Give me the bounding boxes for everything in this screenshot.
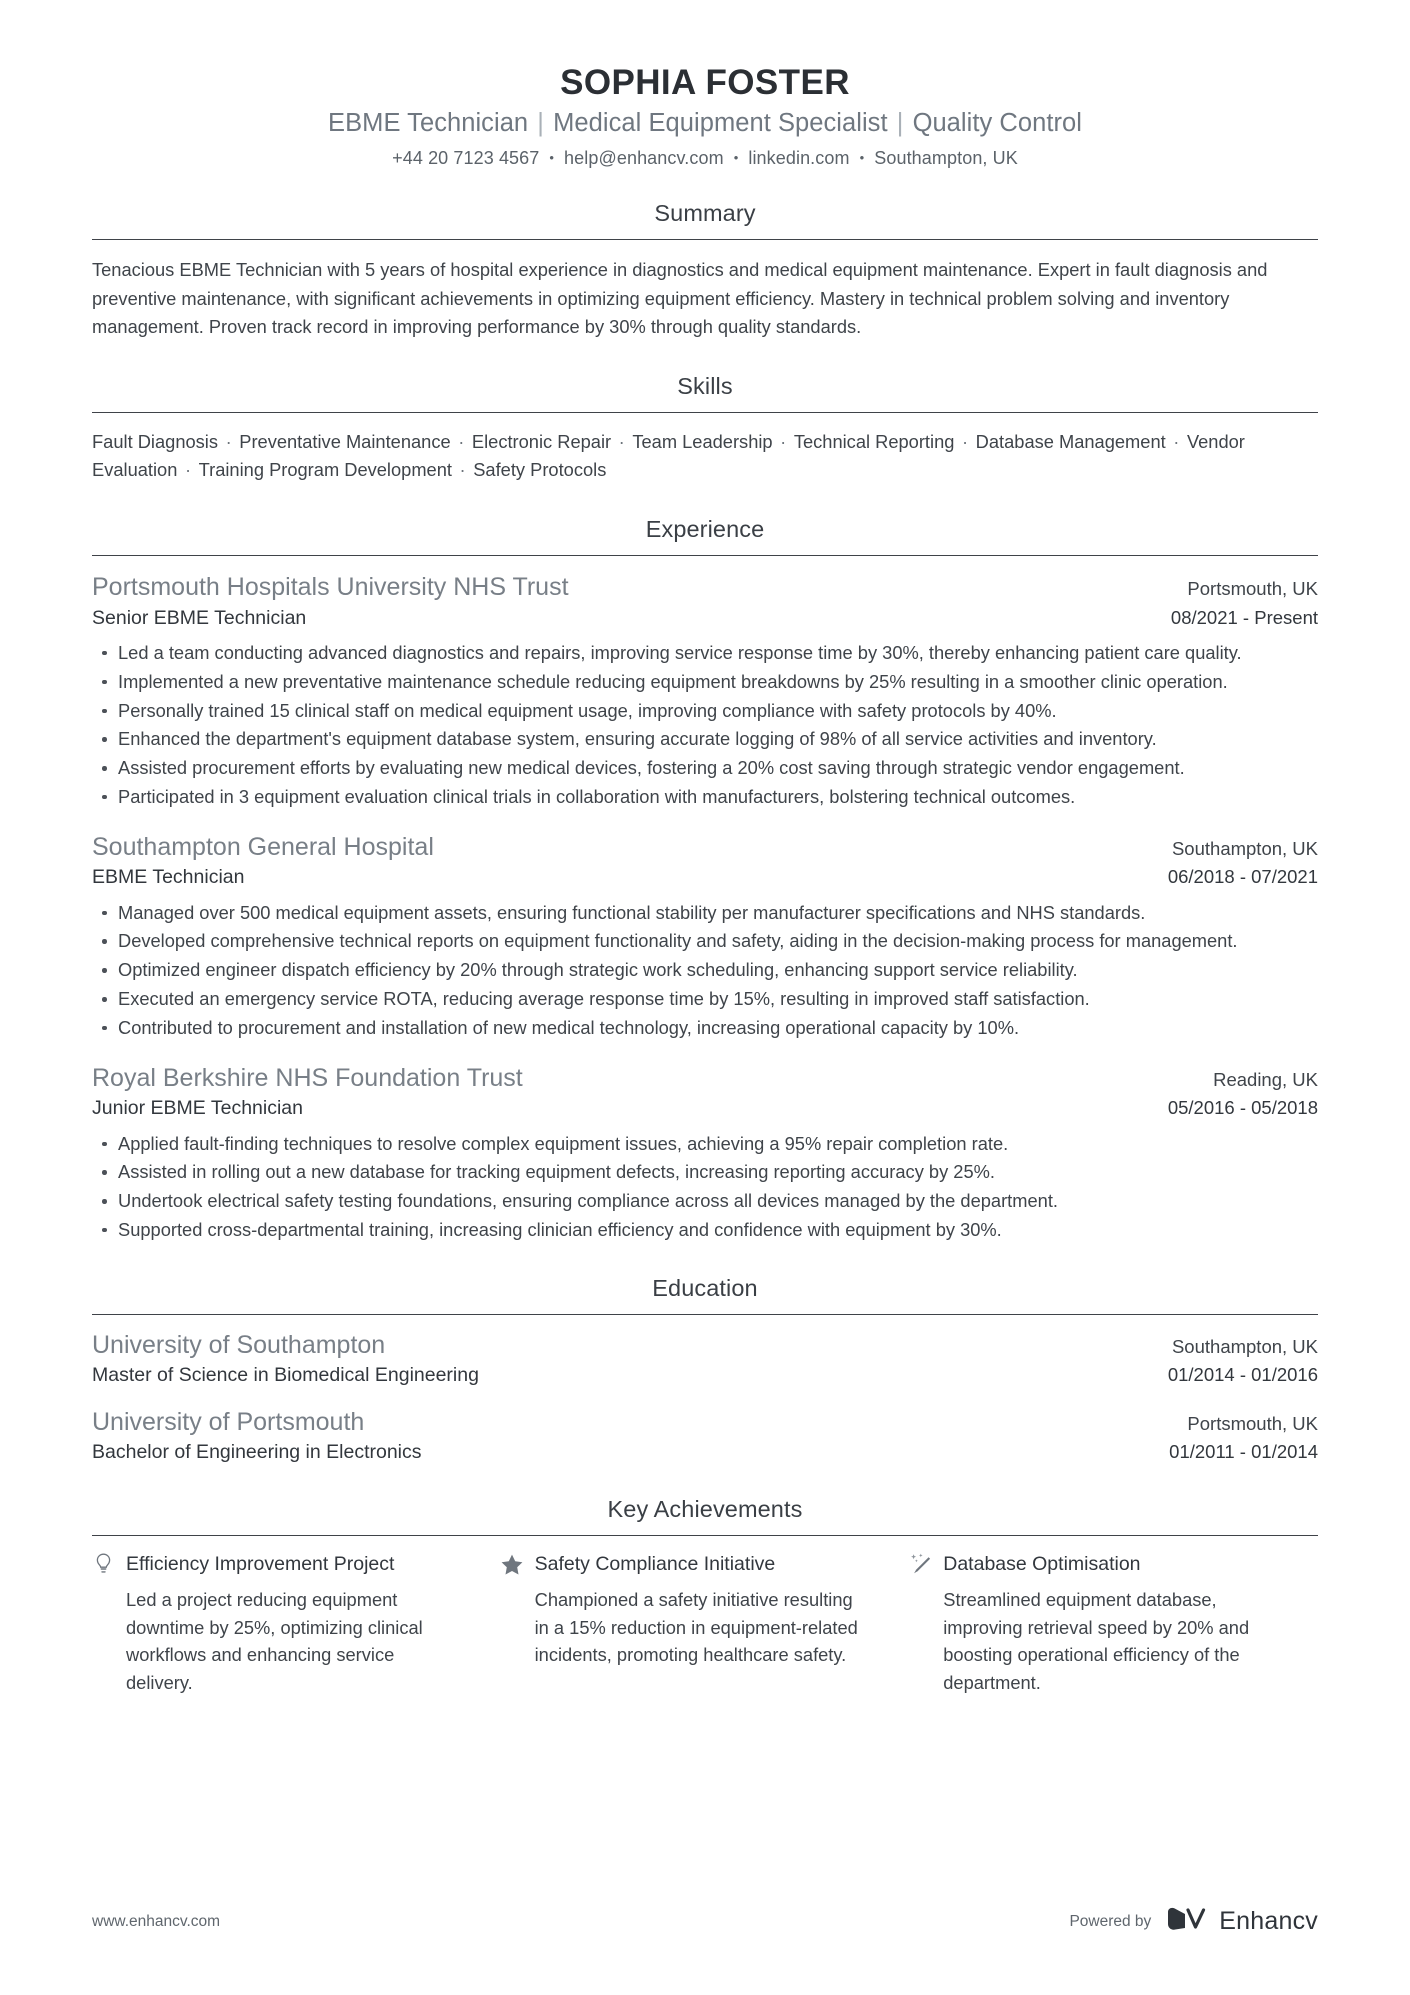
experience-entry-header [92,1063,1318,1094]
skill-item: Training Program Development [198,459,452,481]
experience-organization: Southampton General Hospital [92,832,434,861]
experience-entry [92,1063,1318,1244]
experience-bullet: Developed comprehensive technical reports on equipment functionality and safety, aiding in the decision-making process for management. [118,927,1318,955]
achievement-description: Streamlined equipment database, improving retrieval speed by 20% and boosting operational efficiency of the department. [943,1588,1250,1694]
experience-role: Junior EBME Technician [92,1097,303,1120]
experience-entries [92,572,1318,1244]
skill-separator: · [179,459,197,481]
skill-item: Technical Reporting [793,430,955,452]
education-entry [92,1407,1318,1465]
achievement-header [92,1552,457,1577]
achievement-header [909,1552,1274,1577]
skill-item: Electronic Repair [471,430,612,452]
skills-list [92,428,1318,485]
experience-entry-header [92,572,1318,603]
experience-bullet: Undertook electrical safety testing foundations, ensuring compliance across all devices managed by the department. [118,1187,1318,1215]
footer-branding [1069,1906,1318,1937]
achievement-title: Efficiency Improvement Project [126,1552,395,1575]
experience-bullet: Managed over 500 medical equipment assets, ensuring functional stability per manufacturer specifications and NHS standards. [118,899,1318,927]
headline-separator: | [530,109,552,138]
experience-bullet: Led a team conducting advanced diagnostics and repairs, improving service response time by 30%, thereby enhancing patient care quality. [118,639,1318,667]
education-institution: University of Portsmouth [92,1407,365,1436]
education-degree: Master of Science in Biomedical Engineering [92,1364,479,1387]
education-institution: University of Southampton [92,1330,386,1359]
experience-location: Portsmouth, UK [1187,578,1318,600]
experience-dates: 05/2016 - 05/2018 [1167,1097,1318,1119]
experience-entry [92,572,1318,811]
achievement-title: Database Optimisation [943,1552,1141,1575]
experience-entry-subheader [92,1096,1318,1120]
headline-part: EBME Technician [328,109,529,138]
skill-item: Fault Diagnosis [92,430,218,452]
experience-bullet: Applied fault-finding techniques to resolve complex equipment issues, achieving a 95% repair completion rate. [118,1130,1318,1158]
skill-item: Preventative Maintenance [239,430,451,452]
skill-separator: · [956,430,974,452]
skill-separator: · [220,430,237,452]
experience-bullet: Optimized engineer dispatch efficiency by 20% through strategic work scheduling, enhancing support service reliability. [118,956,1318,984]
skill-separator: · [1168,430,1185,452]
experience-location: Southampton, UK [1171,837,1318,859]
section-divider [92,1314,1318,1315]
education-dates: 01/2011 - 01/2014 [1169,1441,1318,1463]
experience-location: Reading, UK [1213,1068,1318,1090]
experience-bullet: Personally trained 15 clinical staff on medical equipment usage, improving compliance with safety protocols by 40%. [118,697,1318,725]
star-icon [501,1552,524,1577]
skill-item: Database Management [975,430,1166,452]
experience-bullet: Executed an emergency service ROTA, reducing average response time by 15%, resulting in improved staff satisfaction. [118,985,1318,1013]
contact-line [92,148,1318,169]
experience-bullet: Enhanced the department's equipment database system, ensuring accurate logging of 98% of all service activities and inventory. [118,725,1318,753]
magic-wand-icon [909,1552,932,1577]
education-location: Southampton, UK [1171,1335,1318,1357]
experience-dates: 08/2021 - Present [1170,606,1318,628]
section-title-skills: Skills [677,372,733,399]
candidate-name: SOPHIA FOSTER [560,63,850,102]
headline-part: Medical Equipment Specialist [553,109,888,138]
contact-link[interactable]: linkedin.com [748,147,850,168]
skill-item: Team Leadership [632,430,773,452]
experience-bullet-list [92,1130,1318,1244]
education-entry-header [92,1330,1318,1361]
experience-role: EBME Technician [92,866,245,889]
education-degree: Bachelor of Engineering in Electronics [92,1441,422,1464]
education-entry-subheader [92,1363,1318,1387]
achievement-title: Safety Compliance Initiative [534,1552,776,1575]
experience-bullet: Contributed to procurement and installation of new medical technology, increasing operational capacity by 10%. [118,1014,1318,1042]
education-location: Portsmouth, UK [1187,1412,1318,1434]
experience-bullet: Assisted in rolling out a new database for tracking equipment defects, increasing reporting accuracy by 25%. [118,1158,1318,1186]
experience-bullet: Assisted procurement efforts by evaluating new medical devices, fostering a 20% cost saving through strategic vendor engagement. [118,754,1318,782]
section-divider [92,412,1318,413]
experience-entry [92,832,1318,1042]
resume-header [92,0,1318,169]
experience-bullet: Participated in 3 equipment evaluation clinical trials in collaboration with manufacturers, bolstering technical outcomes. [118,783,1318,811]
education-entry [92,1330,1318,1388]
contact-separator-dot-icon: • [549,149,555,165]
achievement-description: Championed a safety initiative resulting in a 15% reduction in equipment-related incidents, promoting healthcare safety. [534,1588,858,1666]
experience-role: Senior EBME Technician [92,606,307,629]
skill-item: Vendor Evaluation [92,430,1245,481]
education-entry-subheader [92,1440,1318,1464]
skill-separator: · [453,430,470,452]
education-entry-header [92,1407,1318,1438]
section-title-key-achievements: Key Achievements [607,1495,803,1522]
section-divider [92,555,1318,556]
contact-location[interactable]: Southampton, UK [874,147,1018,168]
skill-separator: · [454,459,471,481]
section-divider [92,239,1318,240]
section-title-experience: Experience [645,515,765,542]
powered-by-label: Powered by [1069,1912,1152,1930]
section-experience [92,515,1318,1244]
experience-bullet-list [92,639,1318,811]
education-dates: 01/2014 - 01/2016 [1167,1364,1318,1386]
experience-organization: Royal Berkshire NHS Foundation Trust [92,1063,523,1092]
experience-entry-header [92,832,1318,863]
achievement-item [909,1552,1318,1697]
experience-bullet-list [92,899,1318,1042]
achievement-header [501,1552,866,1577]
achievement-item [501,1552,910,1697]
section-key-achievements [92,1495,1318,1697]
skill-separator: · [775,430,792,452]
lightbulb-icon [92,1552,115,1577]
achievement-item [92,1552,501,1697]
section-title-summary: Summary [654,199,756,226]
experience-entry-subheader [92,865,1318,889]
experience-dates: 06/2018 - 07/2021 [1167,866,1318,888]
section-education [92,1274,1318,1465]
enhancv-wordmark: Enhancv [1219,1907,1318,1935]
section-divider [92,1535,1318,1536]
section-title-education: Education [652,1274,758,1301]
contact-email[interactable]: help@enhancv.com [564,147,724,168]
experience-bullet: Supported cross-departmental training, increasing clinician efficiency and confidence with equipment by 30%. [118,1216,1318,1244]
contact-separator-dot-icon: • [859,149,865,165]
headline-part: Quality Control [912,109,1082,138]
headline-separator: | [889,109,911,138]
resume-footer [92,1906,1318,1937]
education-entries [92,1330,1318,1465]
summary-text: Tenacious EBME Technician with 5 years of hospital experience in diagnostics and medical equipment maintenance. Expert in fault diagnosis and preventive maintenance, with significant achievements in optimizing equipment efficiency. Mastery in technical problem solving and inventory management. Proven track record in improving performance by 30% through quality standards. [92,259,1268,338]
experience-entry-subheader [92,606,1318,630]
section-summary [92,199,1318,342]
achievement-columns [92,1552,1318,1697]
contact-phone[interactable]: +44 20 7123 4567 [392,147,540,168]
experience-bullet: Implemented a new preventative maintenance schedule reducing equipment breakdowns by 25% resulting in a smoother clinic operation. [118,668,1318,696]
enhancv-mark-icon [1165,1906,1211,1937]
enhancv-logo [1165,1906,1318,1937]
footer-url[interactable]: www.enhancv.com [92,1912,221,1930]
contact-separator-dot-icon: • [733,149,739,165]
experience-organization: Portsmouth Hospitals University NHS Trust [92,573,569,602]
achievement-description: Led a project reducing equipment downtime by 25%, optimizing clinical workflows and enhancing service delivery. [126,1588,423,1694]
candidate-headline [92,108,1318,139]
skill-item: Safety Protocols [473,459,607,481]
skill-separator: · [613,430,630,452]
section-skills [92,372,1318,485]
